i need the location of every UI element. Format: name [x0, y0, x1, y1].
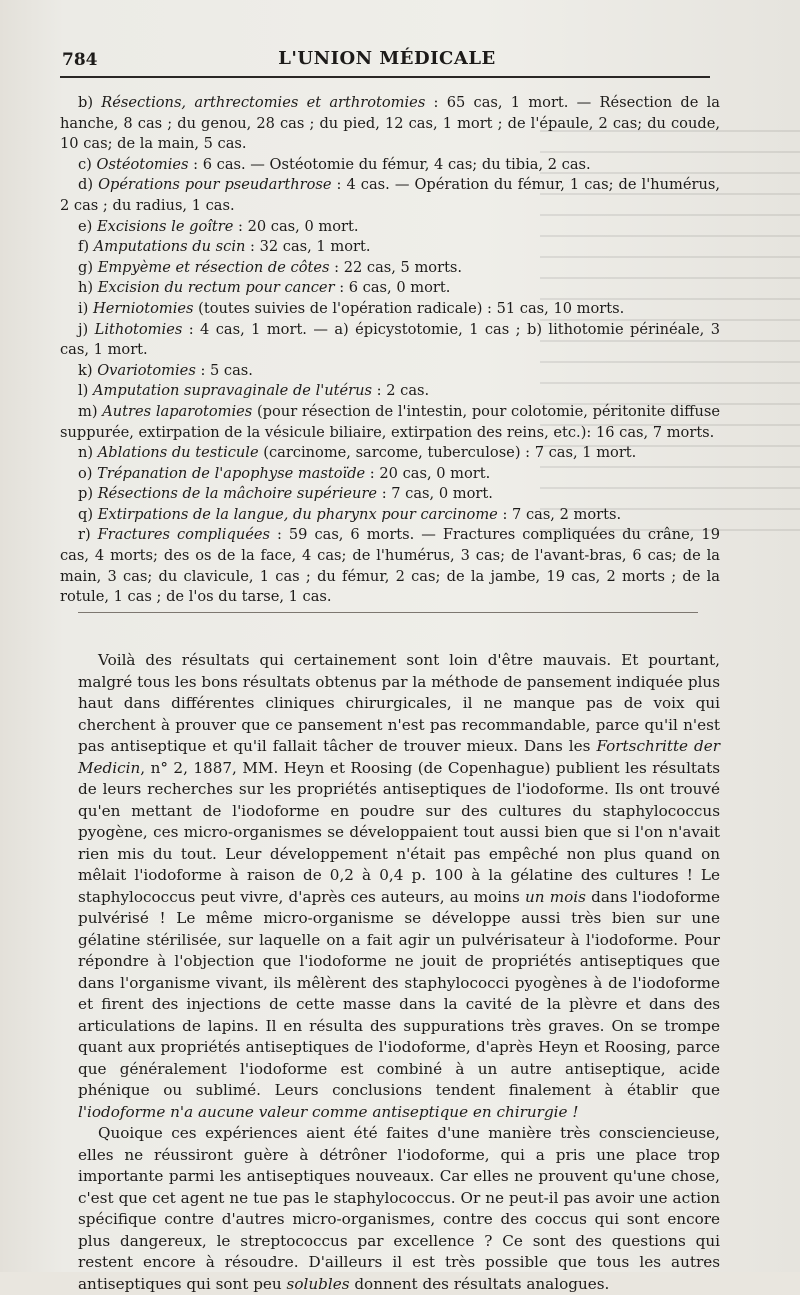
item-text: : 65 cas, 1 mort. — Résection de la hanche, 8 cas ; du genou, 28 cas ; du pied, 12 cas, 1 mort ; de l'épaule, 2 cas; du coude, 10 cas; de la main, 5 cas.	[60, 94, 720, 153]
item-heading: Résections de la mâchoire supérieure	[97, 485, 378, 503]
item-heading: Empyème et résection de côtes	[97, 258, 330, 276]
journal-title: Fortschritte der Medicin	[78, 737, 720, 777]
list-item	[60, 464, 720, 485]
item-text: : 4 cas, 1 mort. — a) épicystotomie, 1 cas ; b) lithotomie périnéale, 3 cas, 1 mort.	[60, 320, 720, 359]
item-heading: Excisions le goître	[96, 217, 234, 235]
list-item	[60, 258, 720, 279]
item-text: : 59 cas, 6 morts. — Fractures compliquées du crâne, 19 cas, 4 morts; des os de la face, 4 cas; de l'humérus, 3 cas; de l'avant-bras, 6 cas; de la main, 3 cas; du clavicule, 1 cas ; du fémur, 2 cas; de la jambe, 19 cas, 2 morts ; de la rotule, 1 cas ; de l'os du tarse, 1 cas.	[60, 526, 720, 606]
item-text: (toutes suivies de l'opération radicale) : 51 cas, 10 morts.	[193, 299, 625, 317]
list-item	[60, 155, 720, 176]
item-label: c)	[78, 155, 92, 173]
list-item	[60, 320, 720, 361]
conclusion-emphasis: l'iodoforme n'a aucune valeur comme antiseptique en chirurgie !	[78, 1102, 579, 1121]
item-heading: Fractures compliquées	[97, 526, 270, 544]
item-text: : 22 cas, 5 morts.	[329, 258, 463, 276]
list-item	[60, 237, 720, 258]
item-label: o)	[78, 464, 93, 482]
item-heading: Ablations du testicule	[97, 444, 259, 462]
item-label: q)	[78, 505, 94, 523]
item-text: : 20 cas, 0 mort.	[233, 217, 359, 235]
list-item	[60, 484, 720, 505]
paragraph: Voilà des résultats qui certainement sont loin d'être mauvais. Et pourtant, malgré tous les bons résultats obtenus par la méthode de pansement indiquée plus haut dans différentes cliniques chirurgicales, il ne manque pas de voix qui cherchent à prouver que ce pansement n'est pas recommandable, parce qu'il n'est pas antiseptique et qu'il fallait tâcher de trouver mieux. Dans les Fortschritte der Medicin, n° 2, 1887, MM. Heyn et Roosing (de Copenhague) publient les résultats de leurs recherches sur les propriétés antiseptiques de l'iodoforme. Ils ont trouvé qu'en mettant de l'iodoforme en poudre sur des cultures du staphylococcus pyogène, ces micro-organismes se développaient tout aussi bien que si l'on n'avait rien mis du tout. Leur développement n'était pas empêché non plus quand on mêlait l'iodoforme à raison de 0,2 à 0,4 p. 100 à la gélatine des cultures ! Le staphylococcus peut vivre, d'après ces auteurs, au moins un mois dans l'iodoforme pulvérisé ! Le même micro-organisme se développe aussi très bien sur une gélatine stérilisée, sur laquelle on a fait agir un pulvérisateur à l'iodoforme. Pour répondre à l'objection que l'iodoforme ne jouit de propriétés antiseptiques que dans l'organisme vivant, ils mêlèrent des staphylococci pyogènes à de l'iodoforme et firent des injections de cette masse dans la cavité de la plèvre et dans des articulations de lapins. Il en résulta des suppurations très graves. On se trompe quant aux propriétés antiseptiques de l'iodoforme, d'après Heyn et Roosing, parce que généralement l'iodoforme est combiné à un autre antiseptique, acide phénique ou sublimé. Leurs conclusions tendent finalement à établir que l'iodoforme n'a aucune valeur comme antiseptique en chirurgie !	[78, 651, 720, 1121]
list-item	[60, 175, 720, 216]
list-item	[60, 505, 720, 526]
item-label: l)	[78, 382, 89, 400]
item-label: f)	[78, 238, 90, 256]
item-heading: Trépanation de l'apophyse mastoïde	[97, 464, 366, 482]
item-heading: Résections, arthrectomies et arthrotomies	[101, 94, 426, 111]
operations-list	[60, 93, 720, 608]
item-label: g)	[78, 258, 94, 276]
page-header	[62, 48, 712, 78]
item-text: : 5 cas.	[195, 361, 253, 379]
item-heading: Excision du rectum pour cancer	[97, 279, 335, 297]
item-text: (carcinome, sarcome, tuberculose) : 7 cas, 1 mort.	[258, 444, 637, 462]
header-rule	[60, 76, 710, 78]
item-heading: Ovariotomies	[97, 361, 196, 379]
item-label: k)	[78, 361, 93, 379]
list-item	[60, 525, 720, 607]
item-heading: Amputations du scin	[93, 238, 246, 256]
item-text: : 32 cas, 1 mort.	[245, 238, 371, 256]
item-label: d)	[78, 176, 94, 194]
item-text: : 4 cas. — Opération du fémur, 1 cas; de l'humérus, 2 cas ; du radius, 1 cas.	[60, 176, 720, 214]
item-label: p)	[78, 485, 94, 503]
emphasis: un mois	[524, 887, 586, 906]
item-text: (pour résection de l'intestin, pour colotomie, péritonite diffuse suppurée, extirpation de la vésicule biliaire, extirpation des reins, etc.): 16 cas, 7 morts.	[60, 402, 720, 441]
list-item	[60, 217, 720, 238]
item-label: r)	[78, 526, 91, 544]
list-item	[60, 299, 720, 320]
item-heading: Autres laparotomies	[102, 402, 253, 420]
item-text: : 7 cas, 2 morts.	[497, 505, 622, 523]
item-label: i)	[78, 299, 89, 317]
body-text	[78, 650, 720, 1295]
item-label: e)	[78, 217, 93, 235]
list-item	[60, 402, 720, 443]
item-label: h)	[78, 279, 94, 297]
item-heading: Opérations pour pseudarthrose	[98, 176, 332, 194]
item-text: : 6 cas, 0 mort.	[334, 279, 451, 297]
emphasis: solubles	[286, 1274, 350, 1293]
list-item	[60, 93, 720, 155]
item-label: m)	[78, 402, 98, 420]
list-item	[60, 361, 720, 382]
item-label: j)	[78, 320, 89, 338]
page-number: 784	[62, 50, 98, 70]
item-heading: Herniotomies	[93, 299, 194, 317]
item-text: : 7 cas, 0 mort.	[377, 485, 493, 503]
section-rule	[78, 612, 698, 613]
item-heading: Lithotomies	[94, 320, 183, 338]
item-heading: Extirpations de la langue, du pharynx pour carcinome	[97, 505, 498, 523]
list-item	[60, 443, 720, 464]
item-text: : 20 cas, 0 mort.	[365, 464, 491, 482]
item-heading: Ostéotomies	[96, 155, 189, 173]
item-label: b)	[78, 94, 94, 111]
running-title: L'UNION MÉDICALE	[278, 48, 496, 69]
item-text: : 2 cas.	[372, 382, 430, 400]
item-heading: Amputation supravaginale de l'utérus	[93, 382, 373, 400]
list-item	[60, 278, 720, 299]
item-label: n)	[78, 444, 94, 462]
paragraph: Quoique ces expériences aient été faites d'une manière très consciencieuse, elles ne réussiront guère à détrôner l'iodoforme, qui a pris une place trop importante parmi les antiseptiques nouveaux. Car elles ne prouvent qu'une chose, c'est que cet agent ne tue pas le staphylococcus. Or ne peut-il pas avoir une action spécifique contre d'autres micro-organismes, contre des coccus qui sont encore plus dangereux, le streptococcus par excellence ? Ce sont des questions qui restent encore à résoudre. D'ailleurs il est très possible que tous les autres antiseptiques qui sont peu solubles donnent des résultats analogues.	[78, 1124, 720, 1293]
item-text: : 6 cas. — Ostéotomie du fémur, 4 cas; du tibia, 2 cas.	[188, 155, 591, 173]
list-item	[60, 381, 720, 402]
